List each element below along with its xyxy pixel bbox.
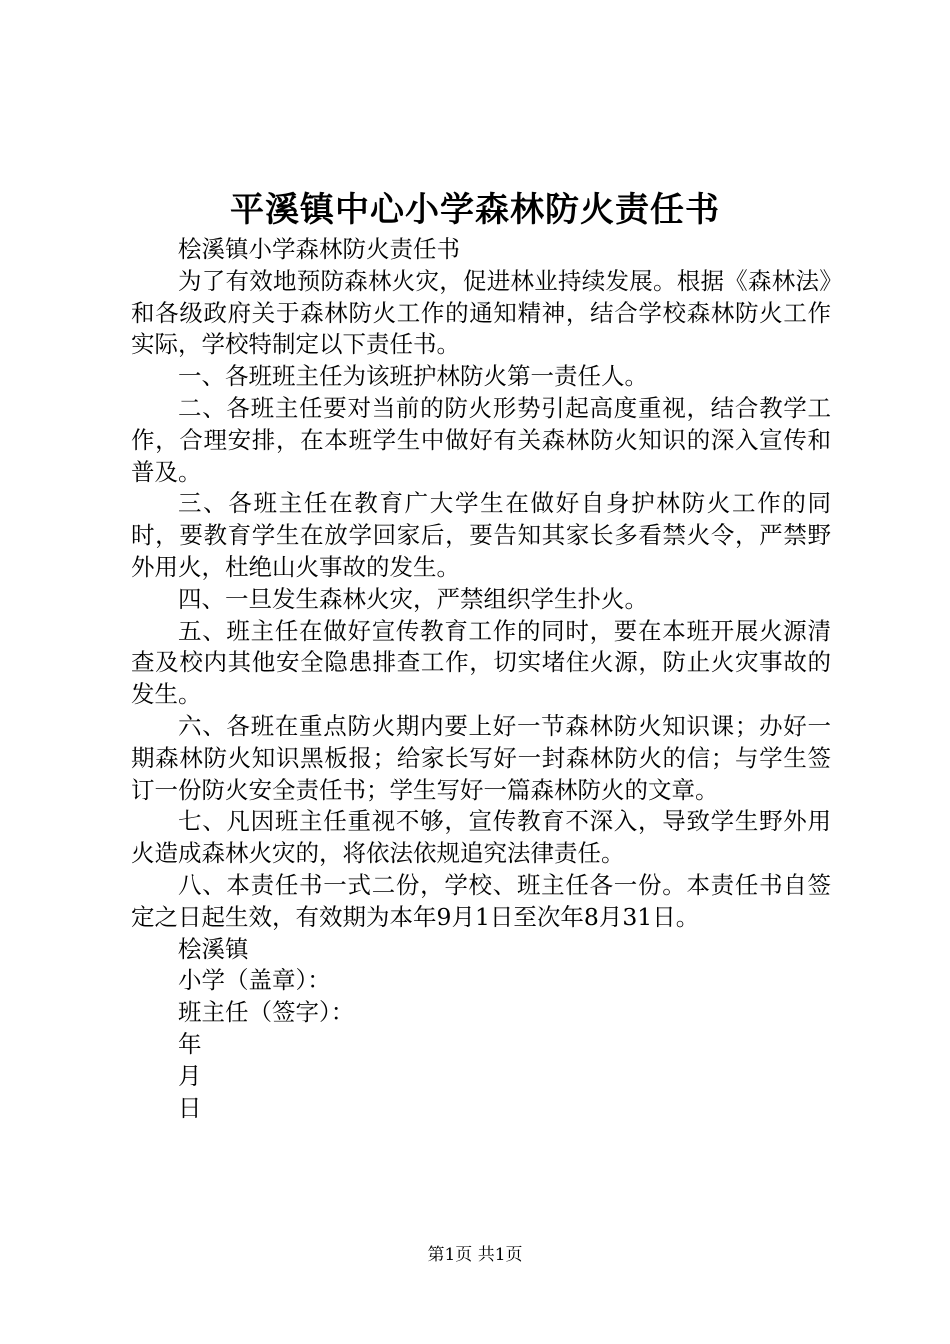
page-footer: 第1页 共1页: [427, 1245, 523, 1265]
document-body: [131, 234, 831, 1124]
signature-year: 年: [178, 1029, 202, 1058]
signature-town: 桧溪镇: [178, 934, 249, 963]
clause-1: 一、各班班主任为该班护林防火第一责任人。: [178, 362, 648, 391]
clause-2: 二、各班主任要对当前的防火形势引起高度重视，结合教学工作，合理安排，在本班学生中做好有关森林防火知识的深入宣传和普及。: [131, 393, 831, 486]
document-subtitle: 桧溪镇小学森林防火责任书: [178, 235, 460, 263]
clause-7: 七、凡因班主任重视不够，宣传教育不深入，导致学生野外用火造成森林火灾的，将依法依规追究法律责任。: [131, 807, 831, 868]
document-title: 平溪镇中心小学森林防火责任书: [230, 190, 720, 230]
signature-school-seal: 小学（盖章）：: [178, 966, 331, 995]
clause-5: 五、班主任在做好宣传教育工作的同时，要在本班开展火源清查及校内其他安全隐患排查工作，切实堵住火源，防止火灾事故的发生。: [131, 616, 831, 709]
intro-paragraph: 为了有效地预防森林火灾，促进林业持续发展。根据《森林法》和各级政府关于森林防火工作的通知精神，结合学校森林防火工作实际，学校特制定以下责任书。: [131, 266, 831, 359]
clause-8: 八、本责任书一式二份，学校、班主任各一份。本责任书自签定之日起生效，有效期为本年9月1日至次年8月31日。: [131, 870, 831, 931]
clause-4: 四、一旦发生森林火灾，严禁组织学生扑火。: [178, 584, 648, 613]
signature-teacher: 班主任（签字）：: [178, 998, 355, 1027]
clause-6: 六、各班在重点防火期内要上好一节森林防火知识课；办好一期森林防火知识黑板报；给家长写好一封森林防火的信；与学生签订一份防火安全责任书；学生写好一篇森林防火的文章。: [131, 711, 831, 804]
clause-3: 三、各班主任在教育广大学生在做好自身护林防火工作的同时，要教育学生在放学回家后，要告知其家长多看禁火令，严禁野外用火，杜绝山火事故的发生。: [131, 489, 831, 581]
signature-month: 月: [178, 1061, 202, 1090]
signature-day: 日: [178, 1093, 202, 1122]
